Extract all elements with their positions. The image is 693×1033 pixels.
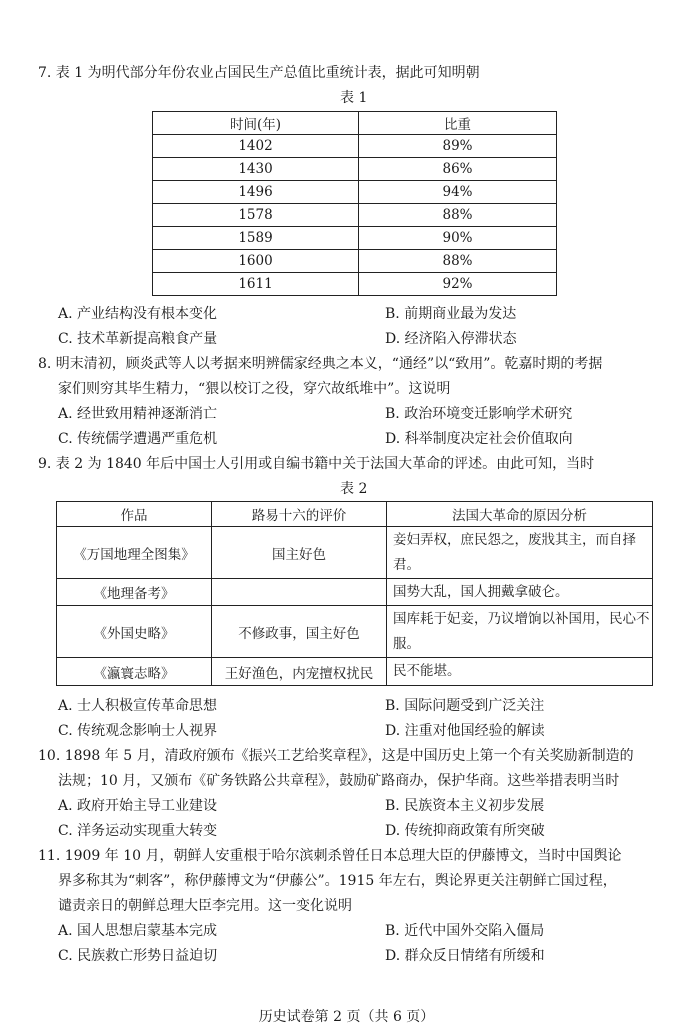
table2-header-evaluation: 路易十六的评价 <box>212 502 387 527</box>
table1-cell: 1589 <box>153 227 359 250</box>
q11-option-d[interactable]: D. 群众反日情绪有所缓和 <box>385 948 545 964</box>
q7-option-d[interactable]: D. 经济陷入停滞状态 <box>385 331 517 347</box>
table-row <box>153 204 557 227</box>
q10-option-d[interactable]: D. 传统抑商政策有所突破 <box>385 823 545 839</box>
table1-cell: 88% <box>359 250 557 273</box>
table1-cell: 1611 <box>153 273 359 296</box>
table2-cell: 《瀛寰志略》 <box>57 658 212 686</box>
table1-cell: 86% <box>359 158 557 181</box>
q8-option-a[interactable]: A. 经世致用精神逐渐消亡 <box>58 406 218 422</box>
q11-option-a[interactable]: A. 国人思想启蒙基本完成 <box>58 923 218 939</box>
q10-stem-line1: 10. 1898 年 5 月，清政府颁布《振兴工艺给奖章程》，这是中国历史上第一个有关奖励新制造的 <box>38 748 634 764</box>
q7-option-a[interactable]: A. 产业结构没有根本变化 <box>58 306 218 322</box>
table-row <box>153 135 557 158</box>
q9-stem: 9. 表 2 为 1840 年后中国士人引用或自编书籍中关于法国大革命的评述。由此可知，当时 <box>38 456 595 472</box>
q7-option-c[interactable]: C. 技术革新提高粮食产量 <box>58 331 218 347</box>
table2-cell: 不修政事，国主好色 <box>212 606 387 658</box>
q11-stem-line1: 11. 1909 年 10 月，朝鲜人安重根于哈尔滨刺杀曾任日本总理大臣的伊藤博文，当时中国舆论 <box>38 848 622 864</box>
q8-option-b[interactable]: B. 政治环境变迁影响学术研究 <box>385 406 573 422</box>
q9-option-b[interactable]: B. 国际问题受到广泛关注 <box>385 698 545 714</box>
q7-stem: 7. 表 1 为明代部分年份农业占国民生产总值比重统计表，据此可知明朝 <box>38 65 480 81</box>
table-row <box>57 579 653 606</box>
q8-stem-line1: 8. 明末清初，顾炎武等人以考据来明辨儒家经典之本义，“通经”以“致用”。乾嘉时期的考据 <box>38 356 603 372</box>
table2-header-row <box>57 502 653 527</box>
table1-cell: 90% <box>359 227 557 250</box>
table2-header-cause: 法国大革命的原因分析 <box>387 502 653 527</box>
table-row <box>153 181 557 204</box>
table2-header-work: 作品 <box>57 502 212 527</box>
q11-stem-line3: 谴责亲日的朝鲜总理大臣李完用。这一变化说明 <box>58 898 352 914</box>
q11-stem-line2: 界多称其为“刺客”，称伊藤博文为“伊藤公”。1915 年左右，舆论界更关注朝鲜亡国过程， <box>58 873 617 889</box>
q10-option-a[interactable]: A. 政府开始主导工业建设 <box>58 798 218 814</box>
table2-cell: 《万国地理全图集》 <box>57 527 212 579</box>
table-row <box>153 273 557 296</box>
q9-option-c[interactable]: C. 传统观念影响士人视界 <box>58 723 218 739</box>
page-footer: 历史试卷第 2 页（共 6 页） <box>258 1009 435 1025</box>
table1-cell: 1430 <box>153 158 359 181</box>
table1-cell: 89% <box>359 135 557 158</box>
table1-cell: 94% <box>359 181 557 204</box>
table1-header-year: 时间(年) <box>153 112 359 135</box>
table-row <box>57 527 653 579</box>
q10-option-b[interactable]: B. 民族资本主义初步发展 <box>385 798 545 814</box>
table-row <box>57 606 653 658</box>
table1-cell: 88% <box>359 204 557 227</box>
q8-stem-line2: 家们则穷其毕生精力，“猥以校订之役，穿穴故纸堆中”。这说明 <box>58 381 451 397</box>
table2-cell: 妾妇弄权，庶民怨之，废戕其主，而自择君。 <box>387 527 653 579</box>
table1-cell: 1600 <box>153 250 359 273</box>
table1-cell: 1402 <box>153 135 359 158</box>
table2 <box>56 501 653 686</box>
table2-cell: 王好渔色，内宠擅权扰民 <box>212 658 387 686</box>
table1-cell: 1496 <box>153 181 359 204</box>
table2-cell: 《地理备考》 <box>57 579 212 606</box>
table2-cell: 《外国史略》 <box>57 606 212 658</box>
q9-option-d[interactable]: D. 注重对他国经验的解读 <box>385 723 545 739</box>
q11-option-b[interactable]: B. 近代中国外交陷入僵局 <box>385 923 545 939</box>
table-row <box>153 250 557 273</box>
table-row <box>153 158 557 181</box>
q7-option-b[interactable]: B. 前期商业最为发达 <box>385 306 517 322</box>
table2-cell: 国主好色 <box>212 527 387 579</box>
q8-option-c[interactable]: C. 传统儒学遭遇严重危机 <box>58 431 218 447</box>
q11-option-c[interactable]: C. 民族救亡形势日益迫切 <box>58 948 218 964</box>
table-row <box>57 658 653 686</box>
q10-stem-line2: 法规；10 月，又颁布《矿务铁路公共章程》，鼓励矿路商办，保护华商。这些举措表明当时 <box>58 773 620 789</box>
table1-cell: 1578 <box>153 204 359 227</box>
table-row <box>153 227 557 250</box>
q10-option-c[interactable]: C. 洋务运动实现重大转变 <box>58 823 218 839</box>
table1-header-ratio: 比重 <box>359 112 557 135</box>
table1-caption: 表 1 <box>340 90 368 106</box>
q8-option-d[interactable]: D. 科举制度决定社会价值取向 <box>385 431 573 447</box>
table2-caption: 表 2 <box>340 481 368 497</box>
q9-option-a[interactable]: A. 士人积极宣传革命思想 <box>58 698 218 714</box>
table2-cell: 民不能堪。 <box>387 658 653 686</box>
table2-cell: 国库耗于妃妾，乃议增饷以补国用，民心不服。 <box>387 606 653 658</box>
table2-cell: 国势大乱，国人拥戴拿破仑。 <box>387 579 653 606</box>
table2-cell <box>212 579 387 606</box>
table1-cell: 92% <box>359 273 557 296</box>
table1-header-row <box>153 112 557 135</box>
table1 <box>152 111 557 296</box>
